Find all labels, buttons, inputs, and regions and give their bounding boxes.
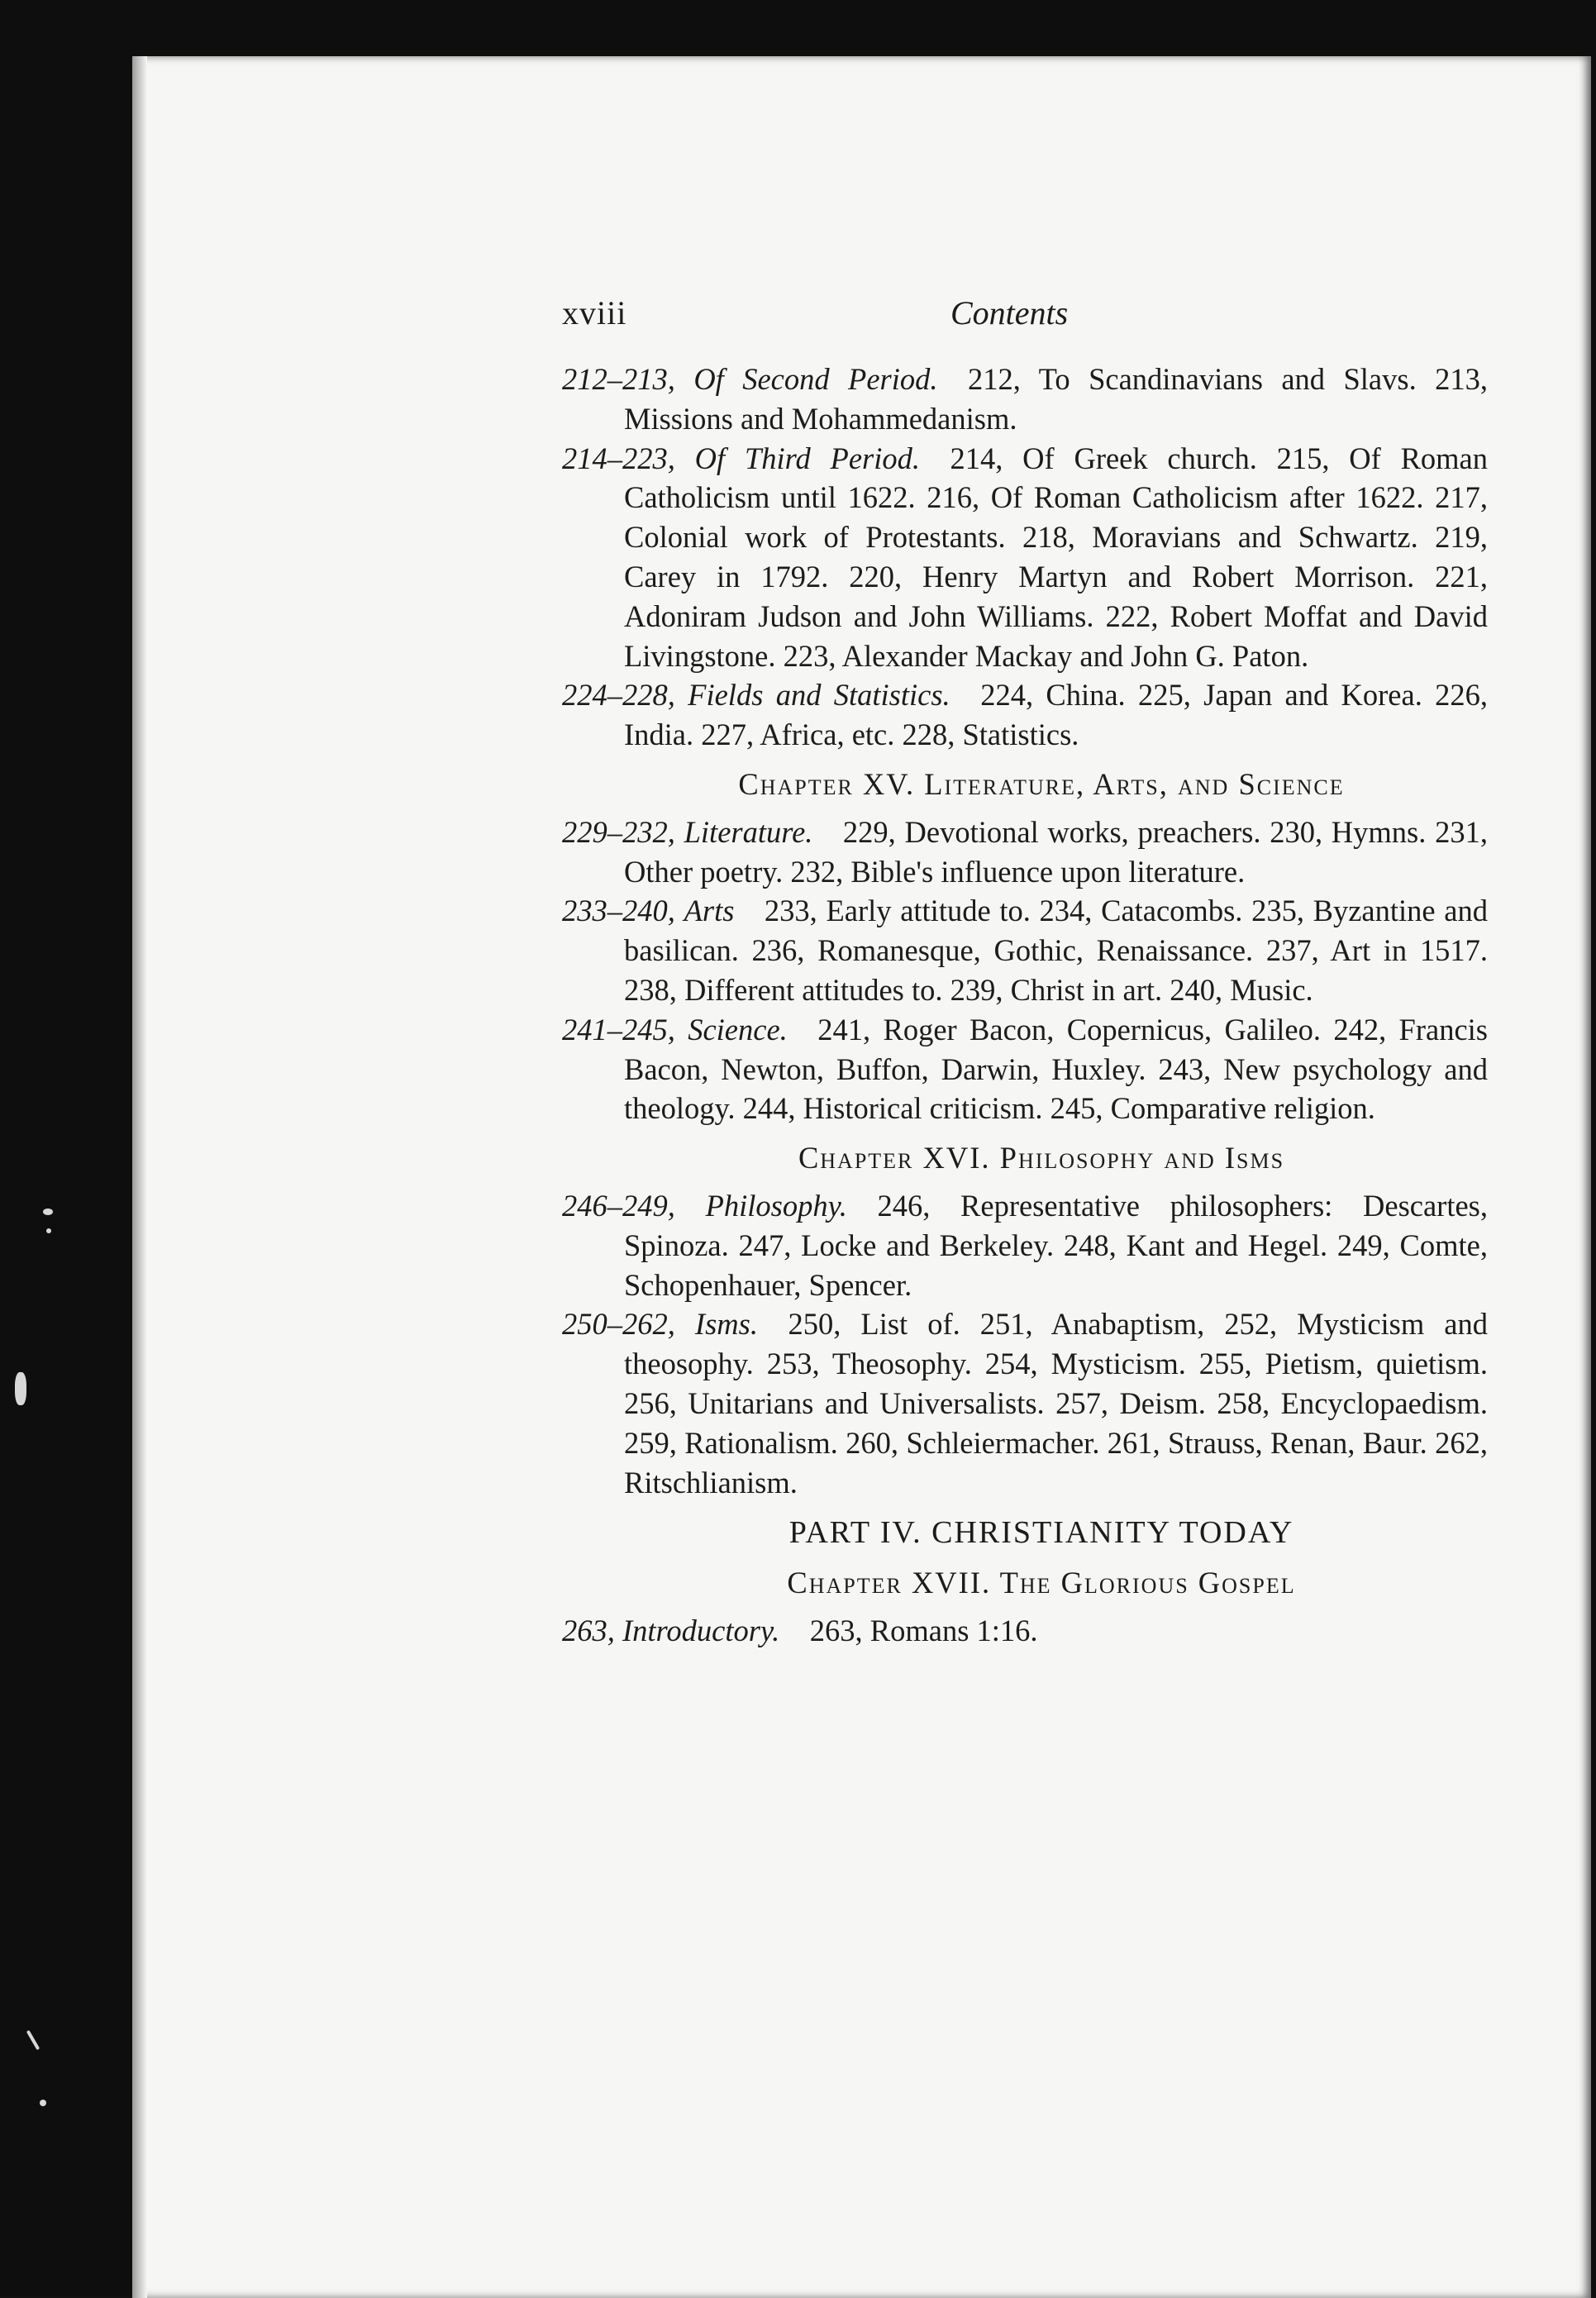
entry-topic: Literature. — [684, 814, 813, 849]
entry-section-range: 214–223, — [562, 441, 675, 475]
entry-section-range: 212–213, — [562, 362, 675, 396]
entry-topic: Philosophy. — [705, 1188, 847, 1223]
page-gutter-shadow — [132, 56, 147, 2298]
contents-entry — [562, 1186, 1488, 1304]
chapter-heading: Chapter XVII. The Glorious Gospel — [787, 1566, 1296, 1600]
entry-detail: 250, List of. 251, Anabaptism, 252, Mysticism and theosophy. 253, Theosophy. 254, Mysticism. 255, Pietism, quietism. 256, Unitarians and Universalists. 257, Deism. 258, Encyclopaedism. 259, Rationalism. 260, Schleiermacher. 261, Strauss, Renan, Baur. 262, Ritschlianism. — [624, 1307, 1489, 1499]
chapter-heading: Chapter XVI. Philosophy and Isms — [798, 1141, 1285, 1175]
entry-detail: 241, Roger Bacon, Copernicus, Galileo. 242, Francis Bacon, Newton, Buffon, Darwin, Huxley. 243, New psychology and theology. 244, Historical criticism. 245, Comparative religion. — [624, 1012, 1489, 1126]
dust-speck — [46, 1228, 51, 1233]
part-heading: PART IV. CHRISTIANITY TODAY — [788, 1515, 1294, 1551]
running-title: Contents — [950, 294, 1069, 331]
entry-detail: 246, Representative philosophers: Descartes, Spinoza. 247, Locke and Berkeley. 248, Kant and Hegel. 249, Comte, Schopenhauer, Spencer. — [624, 1188, 1489, 1302]
dust-speck — [43, 1209, 53, 1215]
entry-section-range: 241–245, — [562, 1012, 675, 1046]
entry-section-range: 229–232, — [562, 814, 675, 849]
entry-detail: 263, Romans 1:16. — [809, 1613, 1038, 1647]
contents-entry — [562, 675, 1488, 755]
entry-section-range: 246–249, — [562, 1188, 675, 1223]
entry-detail: 214, Of Greek church. 215, Of Roman Catholicism until 1622. 216, Of Roman Catholicism after 1622. 217, Colonial work of Protestants. 218, Moravians and Schwartz. 219, Carey in 1792. 220, Henry Martyn and Robert Morrison. 221, Adoniram Judson and John Williams. 222, Robert Moffat and David Livingstone. 223, Alexander Mackay and John G. Paton. — [624, 441, 1489, 673]
contents-list — [562, 360, 1488, 1651]
dust-speck — [15, 1372, 26, 1405]
contents-entry — [562, 1010, 1488, 1128]
entry-detail: 224, China. 225, Japan and Korea. 226, India. 227, Africa, etc. 228, Statistics. — [624, 678, 1488, 752]
contents-entry — [562, 360, 1488, 439]
entry-section-range: 250–262, — [562, 1307, 675, 1342]
entry-topic: Isms. — [694, 1307, 758, 1342]
entry-topic: Fields and Statistics. — [688, 678, 950, 713]
chapter-heading: Chapter XV. Literature, Arts, and Science — [738, 766, 1345, 801]
contents-entry — [562, 813, 1488, 892]
entry-section-range: 263, — [562, 1613, 615, 1647]
page-number: xviii — [562, 294, 627, 331]
contents-entry — [562, 891, 1488, 1009]
contents-entry — [562, 439, 1488, 676]
entry-topic: Science. — [688, 1012, 788, 1046]
dust-speck — [26, 2030, 40, 2051]
entry-detail: 229, Devotional works, preachers. 230, Hymns. 231, Other poetry. 232, Bible's influence upon literature. — [624, 814, 1488, 889]
entry-topic: Of Second Period. — [693, 362, 938, 396]
entry-detail: 233, Early attitude to. 234, Catacombs. 235, Byzantine and basilican. 236, Romanesque, Gothic, Renaissance. 237, Art in 1517. 238, Different attitudes to. 239, Christ in art. 240, Music. — [624, 894, 1488, 1007]
contents-entry — [562, 1304, 1488, 1502]
entry-topic: Introductory. — [622, 1613, 780, 1647]
entry-topic: Of Third Period. — [694, 441, 920, 475]
contents-entry — [562, 1611, 1488, 1651]
entry-topic: Arts — [684, 894, 735, 928]
entry-section-range: 233–240, — [562, 894, 675, 928]
dust-speck — [40, 2100, 46, 2106]
running-head — [562, 293, 1488, 343]
contents-text-block — [562, 293, 1488, 1651]
entry-section-range: 224–228, — [562, 678, 675, 713]
entry-detail: 212, To Scandinavians and Slavs. 213, Missions and Mohammedanism. — [624, 362, 1488, 436]
